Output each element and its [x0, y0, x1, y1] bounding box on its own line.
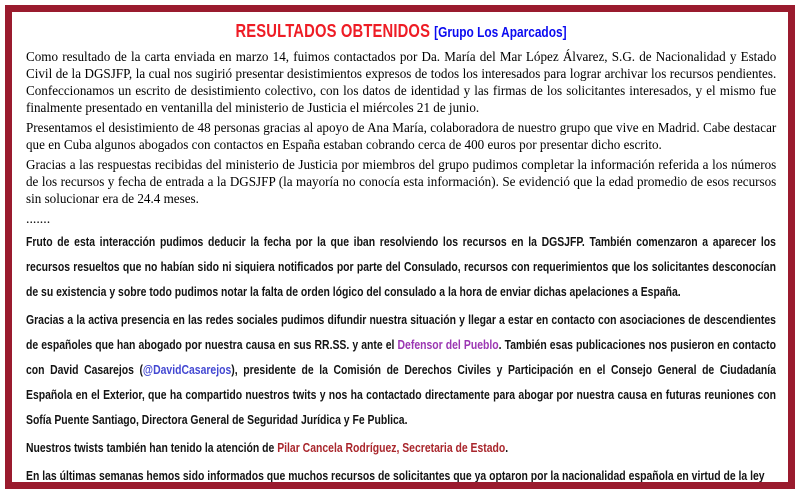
page-title-main: RESULTADOS OBTENIDOS	[235, 21, 431, 41]
paragraph-fruto-interaccion: Fruto de esta interacción pudimos deducir la fecha por la que iban resolviendo los recursos en la DGSJFP. También comenzaron a aparecer los recursos resueltos que no habían sido ni siquiera notificados por parte del Consulado, recursos con requerimientos que los solicitantes desconocían de su existencia y sobre todo pudimos notar la falta de orden lógico del consulado a la hora de enviar dichas apelaciones a España.	[26, 235, 776, 299]
document-frame	[5, 5, 795, 489]
paragraph-carta-enviada: Como resultado de la carta enviada en marzo 14, fuimos contactados por Da. María del Mar López Álvarez, S.G. de Nacionalidad y Estado Civil de la DGSJFP, la cual nos sugirió presentar desistimientos expresos de todos los interesados para lograr archivar los recursos pendientes. Confeccionamos un escrito de desistimiento colectivo, con los datos de identidad y las firmas de los solicitantes interesados, y el mismo fue finalmente presentado en ventanilla del ministerio de Justicia el miércoles 21 de junio.	[26, 49, 777, 115]
paragraph-nuestros-twists-text-1: Nuestros twists también han tenido la atención de	[26, 441, 278, 455]
page-title-group-name: [Grupo Los Aparcados]	[434, 25, 567, 41]
paragraph-redes-sociales	[26, 308, 776, 433]
paragraph-redes-sociales-text-2: . También esas publicaciones nos pusieron en contacto con David Casarejos (	[26, 338, 776, 377]
paragraph-nuestros-twists-text-2: .	[505, 441, 509, 455]
david-casarejos-handle-link[interactable]: @DavidCasarejos	[142, 363, 232, 377]
ellipsis-separator: .......	[26, 211, 51, 226]
paragraph-desistimiento-48: Presentamos el desistimiento de 48 personas gracias al apoyo de Ana María, colaboradora de nuestro grupo que vive en Madrid. Cabe destacar que en Cuba algunos abogados con contactos en España estaban cobrando cerca de 400 euros por presentar dicho escrito.	[26, 120, 777, 152]
page-title	[94, 15, 709, 44]
pilar-cancela-highlight: Pilar Cancela Rodríguez, Secretaria de Estado	[277, 441, 506, 455]
defensor-del-pueblo-link[interactable]: Defensor del Pueblo	[397, 338, 499, 352]
paragraph-redes-sociales-text-3: ), presidente de la Comisión de Derechos Civiles y Participación en el Consejo General de Ciudadanía Española en el Exterior, que ha compartido nuestros twits y nos ha contactado directamente para abogar por nuestra causa en futuras reuniones con Sofía Puente Santiago, Directora General de Seguridad Jurídica y Fe Publica.	[26, 363, 776, 427]
paragraph-respuestas-ministerio: Gracias a las respuestas recibidas del ministerio de Justicia por miembros del grupo pudimos completar la información referida a los números de los recursos y fecha de entrada a la DGSJFP (la mayoría no conocía esta información). Se evidenció que la edad promedio de esos recursos sin solucionar era de 24.4 meses.	[26, 157, 777, 206]
paragraph-ultimas-semanas: En las últimas semanas hemos sido informados que muchos recursos de solicitantes que ya optaron por la nacionalidad española en virtud de la ley	[26, 469, 765, 483]
paragraph-nuestros-twists	[26, 436, 776, 461]
paragraph-redes-sociales-text-1: Gracias a la activa presencia en las redes sociales pudimos difundir nuestra situación y llegar a estar en contacto con asociaciones de descendientes de españoles que han abogado por nuestra causa en sus RR.SS. y ante el	[26, 313, 776, 352]
